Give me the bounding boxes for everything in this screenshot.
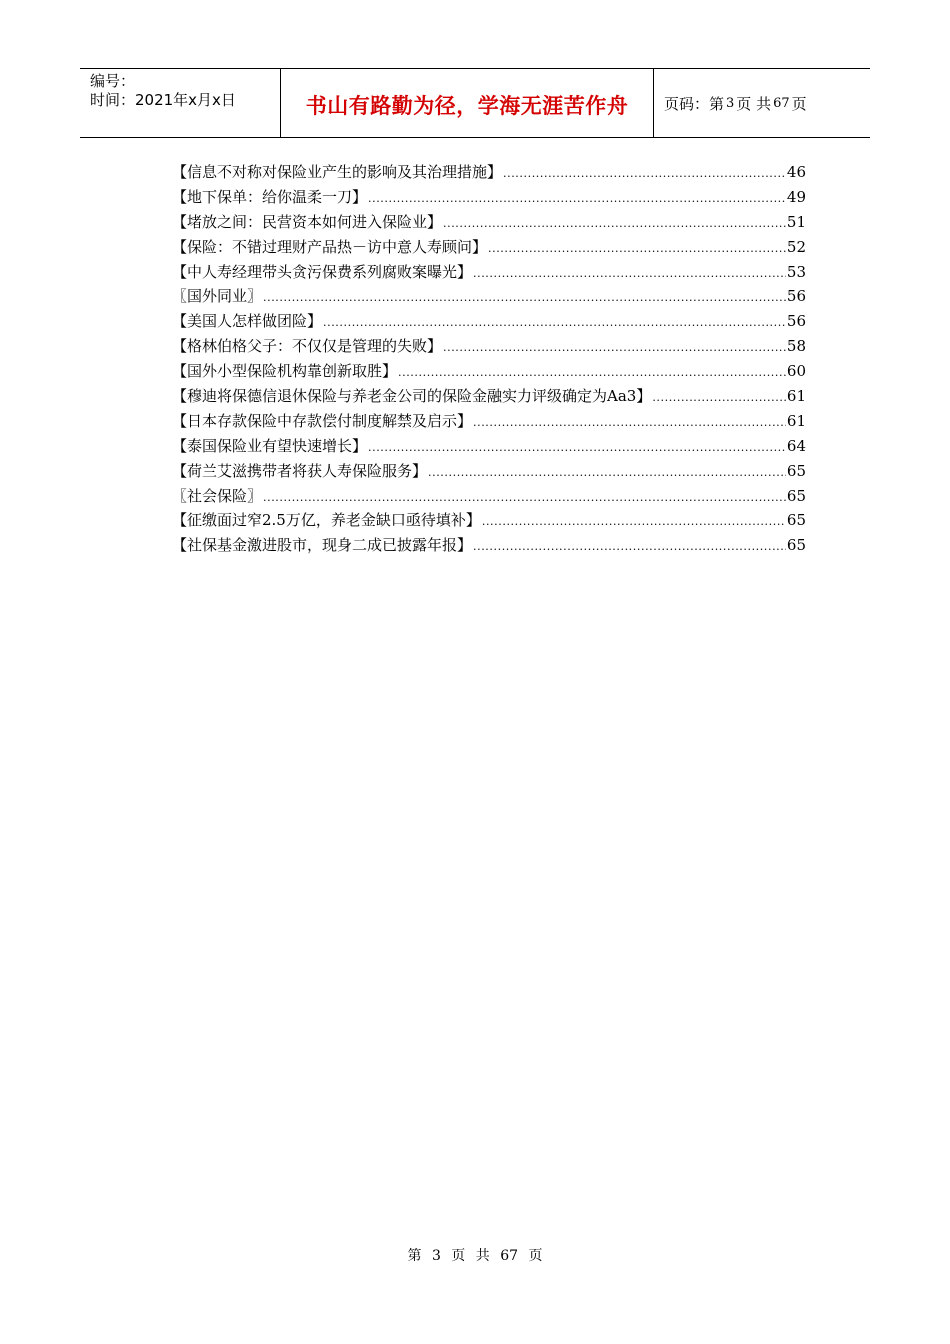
toc-dot-leader	[473, 535, 786, 560]
toc-entry[interactable]	[172, 434, 806, 459]
toc-entry-page: 52	[786, 237, 806, 256]
toc-dot-leader	[443, 212, 786, 237]
toc-entry[interactable]	[172, 260, 806, 285]
toc-dot-leader	[488, 237, 786, 262]
page-suffix: 页	[791, 94, 807, 113]
date-label: 时间：2021年x月x日	[90, 91, 236, 109]
toc-entry-title: 【地下保单：给你温柔一刀】	[172, 187, 368, 206]
toc-dot-leader	[368, 436, 786, 461]
toc-entry[interactable]	[172, 359, 806, 384]
toc-dot-leader	[263, 486, 786, 511]
toc-entry-page: 65	[786, 486, 806, 505]
toc-entry-title: 【格林伯格父子：不仅仅是管理的失败】	[172, 337, 443, 356]
toc-dot-leader	[323, 311, 786, 336]
toc-entry-title: 【信息不对称对保险业产生的影响及其治理措施】	[172, 163, 503, 181]
toc-entry-title: 【泰国保险业有望快速增长】	[172, 436, 368, 455]
toc-entry-page: 61	[786, 387, 806, 406]
number-label: 编号：	[90, 72, 136, 90]
table-of-contents	[172, 160, 806, 558]
header-page-info	[654, 69, 870, 137]
toc-entry[interactable]	[172, 309, 806, 334]
page-total: 67	[773, 95, 790, 111]
toc-entry[interactable]	[172, 160, 806, 185]
toc-entry-title: 【穆迪将保德信退休保险与养老金公司的保险金融实力评级确定为Aa3】	[172, 387, 652, 406]
toc-dot-leader	[368, 187, 786, 212]
toc-dot-leader	[652, 386, 786, 411]
toc-dot-leader	[443, 336, 786, 361]
toc-entry[interactable]	[172, 508, 806, 533]
toc-entry-title: 〖社会保险〗	[172, 486, 263, 505]
page-current: 3	[726, 95, 735, 111]
toc-entry-title: 【美国人怎样做团险】	[172, 312, 323, 331]
toc-dot-leader	[473, 411, 786, 436]
toc-dot-leader	[398, 361, 786, 386]
toc-dot-leader	[263, 286, 786, 311]
toc-entry-page: 64	[786, 436, 806, 455]
page-prefix: 页码：第	[664, 94, 725, 113]
toc-entry-page: 65	[786, 461, 806, 480]
page-footer: 第 3 页 共 67 页	[407, 1248, 543, 1264]
toc-entry-page: 58	[786, 337, 806, 356]
toc-dot-leader	[428, 461, 786, 486]
toc-entry-page: 56	[786, 287, 806, 306]
toc-entry-title: 【中人寿经理带头贪污保费系列腐败案曝光】	[172, 262, 473, 281]
page-header	[80, 68, 870, 138]
toc-entry-title: 〖国外同业〗	[172, 287, 263, 306]
toc-entry-title: 【保险：不错过理财产品热－访中意人寿顾问】	[172, 237, 488, 256]
toc-entry-page: 60	[786, 362, 806, 381]
toc-entry[interactable]	[172, 459, 806, 484]
toc-entry[interactable]	[172, 210, 806, 235]
toc-dot-leader	[473, 262, 786, 287]
toc-entry-title: 【堵放之间：民营资本如何进入保险业】	[172, 212, 443, 231]
toc-entry-title: 【征缴面过窄2.5万亿，养老金缺口亟待填补】	[172, 511, 481, 530]
toc-entry-page: 61	[786, 411, 806, 430]
header-meta	[80, 69, 281, 137]
toc-entry[interactable]	[172, 334, 806, 359]
toc-entry-title: 【日本存款保险中存款偿付制度解禁及启示】	[172, 411, 473, 430]
toc-entry-page: 49	[786, 187, 806, 206]
toc-entry-page: 65	[786, 536, 806, 555]
toc-entry-page: 46	[786, 163, 806, 181]
toc-entry-title: 【荷兰艾滋携带者将获人寿保险服务】	[172, 461, 428, 480]
toc-entry[interactable]	[172, 409, 806, 434]
motto: 书山有路勤为径，学海无涯苦作舟	[305, 94, 629, 118]
toc-entry-page: 53	[786, 262, 806, 281]
toc-entry[interactable]	[172, 284, 806, 309]
toc-entry-title: 【社保基金激进股市，现身二成已披露年报】	[172, 536, 473, 555]
toc-entry-page: 65	[786, 511, 806, 530]
toc-entry[interactable]	[172, 533, 806, 558]
page-middle: 页 共	[736, 94, 772, 113]
toc-entry[interactable]	[172, 185, 806, 210]
toc-dot-leader	[503, 162, 786, 187]
toc-entry-page: 56	[786, 312, 806, 331]
toc-entry-title: 【国外小型保险机构靠创新取胜】	[172, 362, 398, 381]
header-motto-cell	[281, 69, 654, 137]
toc-entry[interactable]	[172, 484, 806, 509]
toc-entry-page: 51	[786, 212, 806, 231]
toc-entry[interactable]	[172, 384, 806, 409]
toc-entry[interactable]	[172, 235, 806, 260]
toc-dot-leader	[482, 510, 786, 535]
